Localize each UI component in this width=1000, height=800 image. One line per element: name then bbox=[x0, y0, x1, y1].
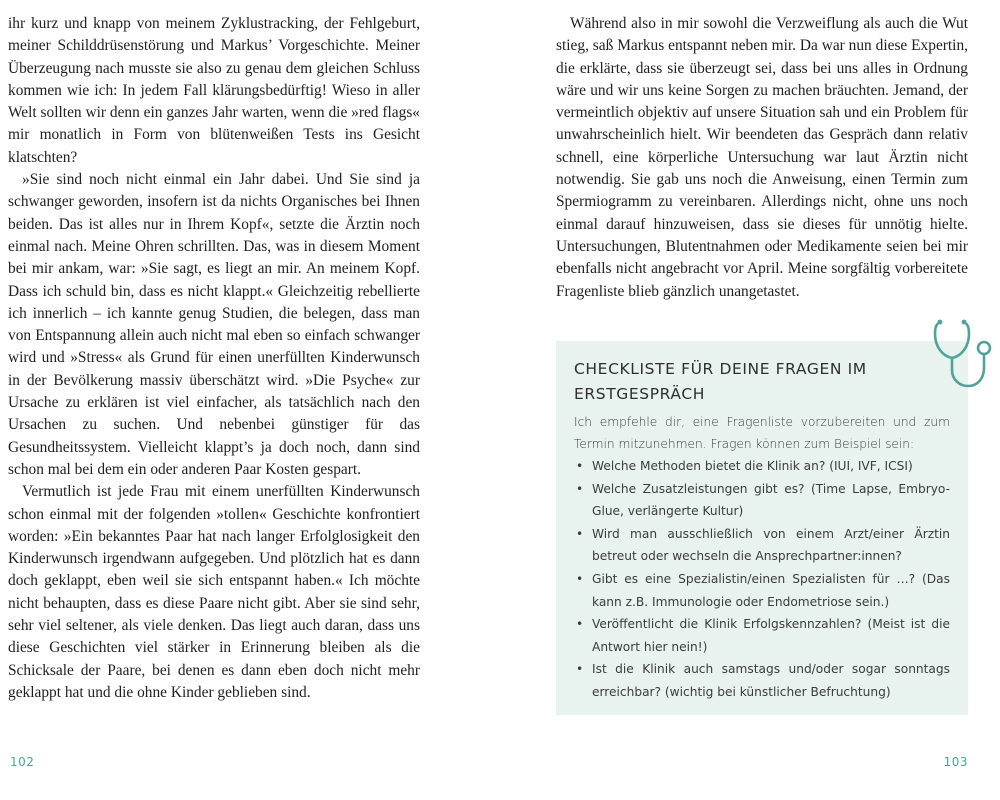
checklist-item-text: Ist die Klinik auch samstags und/oder sogar sonntags erreichbar? (wichtig bei künstlicher Befruchtung) bbox=[592, 662, 950, 699]
right-page bbox=[500, 0, 1000, 800]
bullet-icon: • bbox=[576, 481, 584, 496]
paragraph: ihr kurz und knapp von meinem Zyklustracking, der Fehlgeburt, meiner Schilddrüsenstörung und Markus’ Vorgeschichte. Meiner Überzeugung nach musste sie also zu genau dem gleichen Schluss kommen wie ich: In jedem Fall klärungsbedürftig! Wieso in aller Welt sollten wir denn ein ganzes Jahr warten, wenn die »red flags« mir monatlich in Form von blütenweißen Tests ins Gesicht klatschten? bbox=[8, 15, 420, 166]
page-number-left: 102 bbox=[10, 755, 35, 769]
checklist-title: CHECKLISTE FÜR DEINE FRAGEN IM ERSTGESPRÄCH bbox=[574, 360, 867, 403]
checklist-item bbox=[574, 523, 950, 568]
checklist-item bbox=[574, 478, 950, 523]
checklist-item bbox=[574, 455, 950, 478]
checklist-item-text: Welche Methoden bietet die Klinik an? (IUI, IVF, ICSI) bbox=[592, 459, 913, 473]
right-body-text bbox=[556, 13, 968, 303]
checklist-item-text: Welche Zusatzleistungen gibt es? (Time Lapse, Embryo-Glue, verlängerte Kultur) bbox=[592, 481, 950, 519]
left-body-text bbox=[8, 13, 420, 704]
bullet-icon: • bbox=[576, 662, 584, 677]
checklist-item-text: Wird man ausschließlich von einem Arzt/einer Ärztin betreut oder wechseln die Ansprechpartner:innen? bbox=[592, 526, 950, 564]
checklist-item-text: Veröffentlicht die Klinik Erfolgskennzahlen? (Meist ist die Antwort hier nein!) bbox=[592, 617, 950, 654]
page-number-right: 103 bbox=[943, 755, 968, 769]
stethoscope-icon bbox=[932, 318, 996, 392]
bullet-icon: • bbox=[576, 617, 584, 632]
paragraph: Während also in mir sowohl die Verzweiflung als auch die Wut stieg, saß Markus entspannt neben mir. Da war nun diese Expertin, die erklärte, dass sie überzeugt sei, dass bei uns alles in Ordnung wäre und wir uns keine Sorgen zu machen bräuchten. Jemand, der vermeintlich objektiv auf unsere Situation sah und ein Problem für unwahrscheinlich hielt. Wir beendeten das Gespräch dann relativ schnell, eine körperliche Untersuchung war laut Ärztin nicht notwendig. Sie gab uns noch die Anweisung, einen Termin zum Spermiogramm zu vereinbaren. Allerdings nicht, ohne uns noch einmal darauf hinzuweisen, dass sie dieses für unnötig hielte. Untersuchungen, Blutentnahmen oder Medikamente seien bei mir ebenfalls nicht angebracht vor April. Meine sorgfältig vorbereitete Fragenliste blieb gänzlich unangetastet. bbox=[556, 15, 968, 300]
checklist-item-text: Gibt es eine Spezialistin/einen Spezialisten für …? (Das kann z.B. Immunologie oder Endometriose sein.) bbox=[592, 571, 950, 609]
checklist-item bbox=[574, 658, 950, 703]
paragraph: Vermutlich ist jede Frau mit einem unerfüllten Kinderwunsch schon einmal mit der folgenden »tollen« Geschichte konfrontiert worden: »Ein bekanntes Paar hat nach langer Erfolglosigkeit den Kinderwunsch irgendwann aufgegeben. Und plötzlich hat es dann doch geklappt, eben weil sie sich entspannt haben.« Ich möchte nicht behaupten, dass es diese Paare nicht gibt. Aber sie sind sehr, sehr viel seltener, als viele denken. Das liegt auch daran, dass uns diese Geschichten viel stärker in Erinnerung bleiben als die Schicksale der Paare, bei denen es dann eben doch nicht mehr geklappt hat und die ohne Kinder geblieben sind. bbox=[8, 483, 420, 701]
checklist-item bbox=[574, 568, 950, 613]
checklist-box bbox=[556, 341, 968, 715]
bullet-icon: • bbox=[576, 459, 584, 473]
checklist-item bbox=[574, 613, 950, 658]
bullet-icon: • bbox=[576, 571, 584, 586]
checklist-list bbox=[574, 455, 950, 704]
bullet-icon: • bbox=[576, 526, 584, 541]
paragraph: »Sie sind noch nicht einmal ein Jahr dabei. Und Sie sind ja schwanger geworden, insofern ist da nichts Organisches bei Ihnen beiden. Das ist alles nur in Ihrem Kopf«, setzte die Ärztin noch einmal nach. Meine Ohren schrillten. Das, was in diesem Moment bei mir ankam, war: »Sie sagt, es liegt an mir. An meinem Kopf. Dass ich schuld bin, dass es nicht klappt.« Gleichzeitig rebellierte ich innerlich – ich kannte genug Studien, die belegen, dass man von Entspannung allein auch nicht mal eben so einfach schwanger wird und »Stress« als Grund für einen unerfüllten Kinderwunsch in der Bevölkerung massiv überschätzt wird. »Die Psyche« zur Ursache zu erklären ist viel einfacher, als tatsächlich nach den Ursachen zu suchen. Und nebenbei günstiger für das Gesundheitssystem. Vielleicht klappt’s ja doch noch, dann sind schon mal bei dem ein oder anderen Paar Kosten gespart. bbox=[8, 171, 420, 478]
checklist-intro: Ich empfehle dir, eine Fragenliste vorzubereiten und zum Termin mitzunehmen. Fragen können zum Beispiel sein: bbox=[574, 415, 950, 451]
